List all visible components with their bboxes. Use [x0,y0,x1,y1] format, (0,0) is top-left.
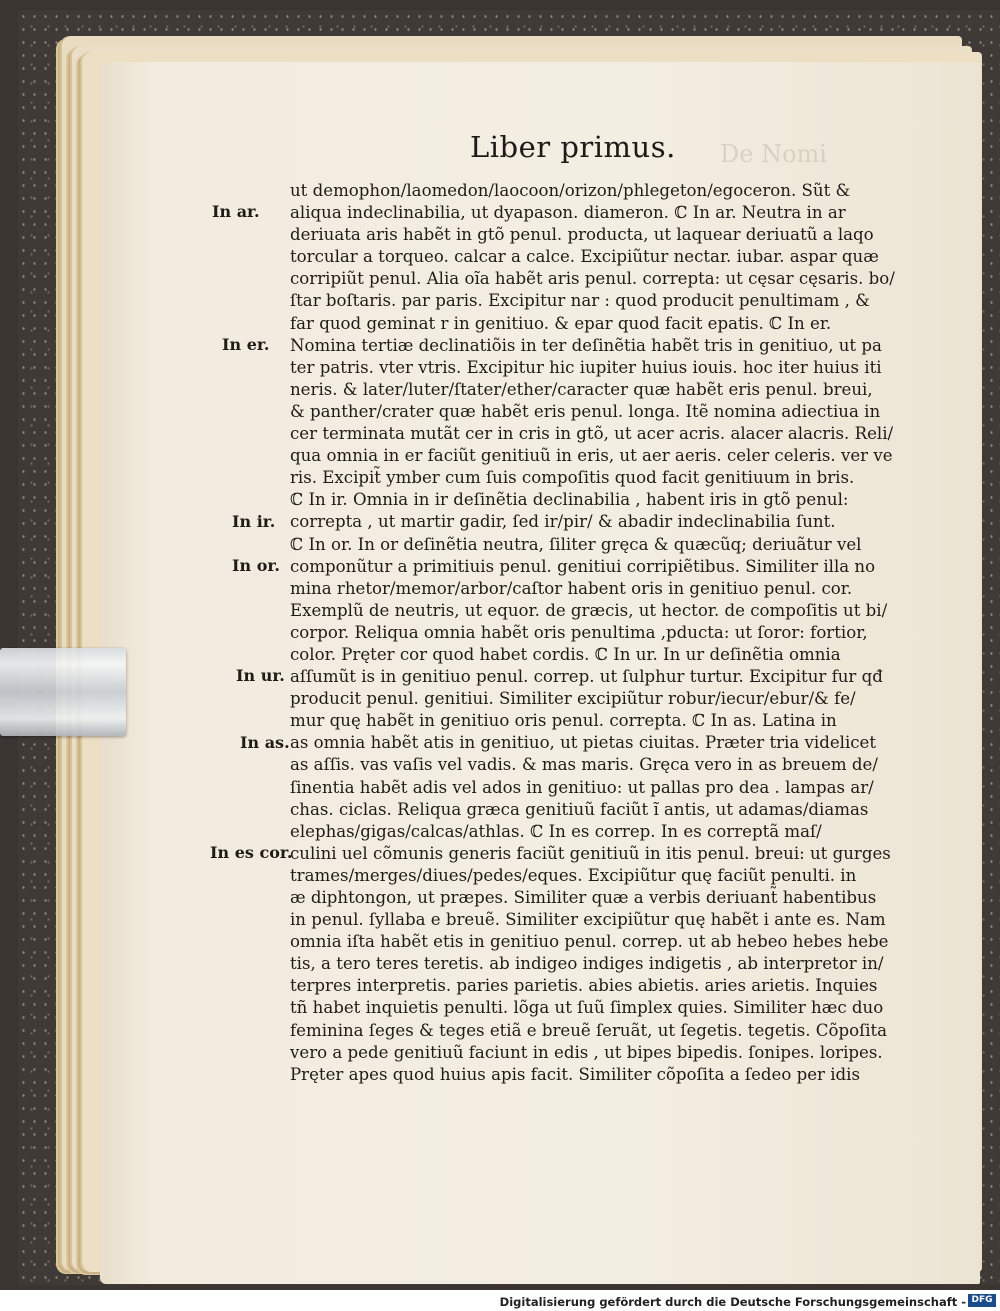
text-line: æ diphtongon, ut præpes. Similiter quæ a verbis deriuant̃ habentibus [290,888,877,907]
funding-notice: Digitalisierung gefördert durch die Deutsche Forschungsgemeinschaft - [499,1295,966,1309]
text-line: tis, a tero teres teretis. ab indigeo indiges indigetis , ab interpretor in/ [290,954,884,974]
text-line: color. Pręter cor quod habet cordis. ℂ In ur. In ur deſinẽtia omnia [290,644,841,664]
text-line: chas. ciclas. Reliqua græca genitiuũ faciũt ĩ antis, ut adamas/diamas [290,799,869,819]
text-line: componũtur a primitiuis penul. genitiui corripiẽtibus. Similiter illa no [290,556,876,576]
text-line: tñ habet inquietis penulti. lõga ut ſuũ ſimplex quies. Similiter hæc duo [290,998,884,1018]
text-line: far quod geminat r in genitiuo. & epar quod facit epatis. ℂ In er. [290,313,832,333]
text-line: as omnia habẽt atis in genitiuo, ut pietas ciuitas. Præter tria videlicet [290,733,877,753]
text-line: ter patris. vter vtris. Excipitur hic iupiter huius iouis. hoc iter huius iti [290,357,882,377]
text-line: vero a pede genitiuũ faciunt in edis , ut bipes bipedis. ſonipes. loripes. [290,1042,883,1062]
text-line: trames/merges/diues/pedes/eques. Excipiũtur quę faciũt penulti. in [290,865,857,885]
text-line: deriuata aris habẽt in gtõ penul. producta, ut laquear deriuatũ a laqo [290,225,874,245]
text-line: mur quę habẽt in genitiuo oris penul. correpta. ℂ In as. Latina in [290,711,837,731]
marginal-note: In ir. [232,511,276,531]
text-line: Exemplũ de neutris, ut equor. de græcis, ut hector. de compoſitis ut bi/ [290,600,888,620]
text-line: corpor. Reliqua omnia habẽt oris penultima ,pducta: ut ſoror: fortior, [290,622,868,642]
body-text [290,180,930,1086]
text-line: ris. Excipit̃ ymber cum ſuis compoſitis quod facit genitiuum in bris. [290,468,855,488]
text-line: aliqua indeclinabilia, ut dyapason. diameron. ℂ In ar. Neutra in ar [290,203,846,223]
text-line: neris. & later/luter/ſtater/ether/caracter quæ habẽt eris penul. breui, [290,379,873,399]
marginal-note: In as. [240,732,290,752]
text-line: Nomina tertiæ declinatiõis in ter deſinẽtia habẽt tris in genitiuo, ut pa [290,335,882,355]
glass-page-clamp [0,648,126,736]
text-line: feminina ſeges & teges etiã e breuẽ ſeruãt, ut ſegetis. tegetis. Cõpoſita [290,1020,888,1040]
page-title: Liber primus. [470,130,676,164]
text-line: ℂ In ir. Omnia in ir deſinẽtia declinabilia , habent iris in gtõ penul: [290,490,849,510]
text-line: cer terminata mutãt cer in cris in gtõ, ut acer acris. alacer alacris. Reli/ [290,424,894,444]
text-line: mina rhetor/memor/arbor/caſtor habent oris in genitiuo penul. cor. [290,578,853,598]
text-line: ℂ In or. In or deſinẽtia neutra, ſiliter gręca & quæcũq; deriuãtur vel [290,534,862,554]
text-line: producit penul. genitiui. Similiter excipiũtur robur/iecur/ebur/& fe/ [290,689,856,709]
text-line: & panther/crater quæ habẽt eris penul. longa. Itẽ nomina adiectiua in [290,401,881,421]
text-line: qua omnia in er faciũt genitiuũ in eris, ut aer aeris. celer celeris. ver ve [290,446,893,466]
dfg-logo: DFG [968,1294,996,1307]
text-line: omnia iſta habẽt etis in genitiuo penul. correp. ut ab hebeo hebes hebe [290,932,889,952]
text-line: ut demophon/laomedon/laocoon/orizon/phlegeton/egoceron. Sũt & [290,181,851,200]
text-line: Pręter apes quod huius apis facit. Similiter cõpoſita a ſedeo per idis [290,1064,861,1084]
text-line: ſtar boſtaris. par paris. Excipitur nar : quod producit penultimam , & [290,291,870,311]
marginal-note: In ar. [212,202,260,222]
marginal-note: In or. [232,555,280,575]
show-through-header: De Nomi [720,140,827,168]
text-line: culini uel cõmunis generis faciũt genitiuũ in itis penul. breui: ut gurges [290,843,891,863]
text-line: terpres interpretis. paries parietis. abies abietis. aries arietis. Inquies [290,976,878,996]
text-line: as aſſis. vas vaſis vel vadis. & mas maris. Gręca vero in as breuem de/ [290,755,878,775]
marginal-note: In es cor. [210,843,293,862]
text-line: corripiũt penul. Alia oĩa habẽt aris penul. correpta: ut cęsar cęsaris. bo/ [290,269,895,289]
text-line: in penul. ſyllaba e breuẽ. Similiter excipiũtur quę habẽt i ante es. Nam [290,910,886,930]
text-line: correpta , ut martir gadir, ſed ir/pir/ & abadir indeclinabilia ſunt. [290,512,836,532]
marginal-note: In ur. [236,666,285,686]
text-line: ſinentia habẽt adis vel ados in genitiuo: ut pallas pro dea . lampas ar/ [290,777,874,797]
text-line: aſſumũt is in genitiuo penul. correp. ut ſulphur turtur. Excipitur fur qđ [290,667,883,687]
text-line: torcular a torqueo. calcar a calce. Excipiũtur nectar. iubar. aspar quæ [290,247,879,267]
text-line: elephas/gigas/calcas/athlas. ℂ In es correp. In es correptã maſ/ [290,821,822,841]
marginal-note: In er. [222,334,270,354]
